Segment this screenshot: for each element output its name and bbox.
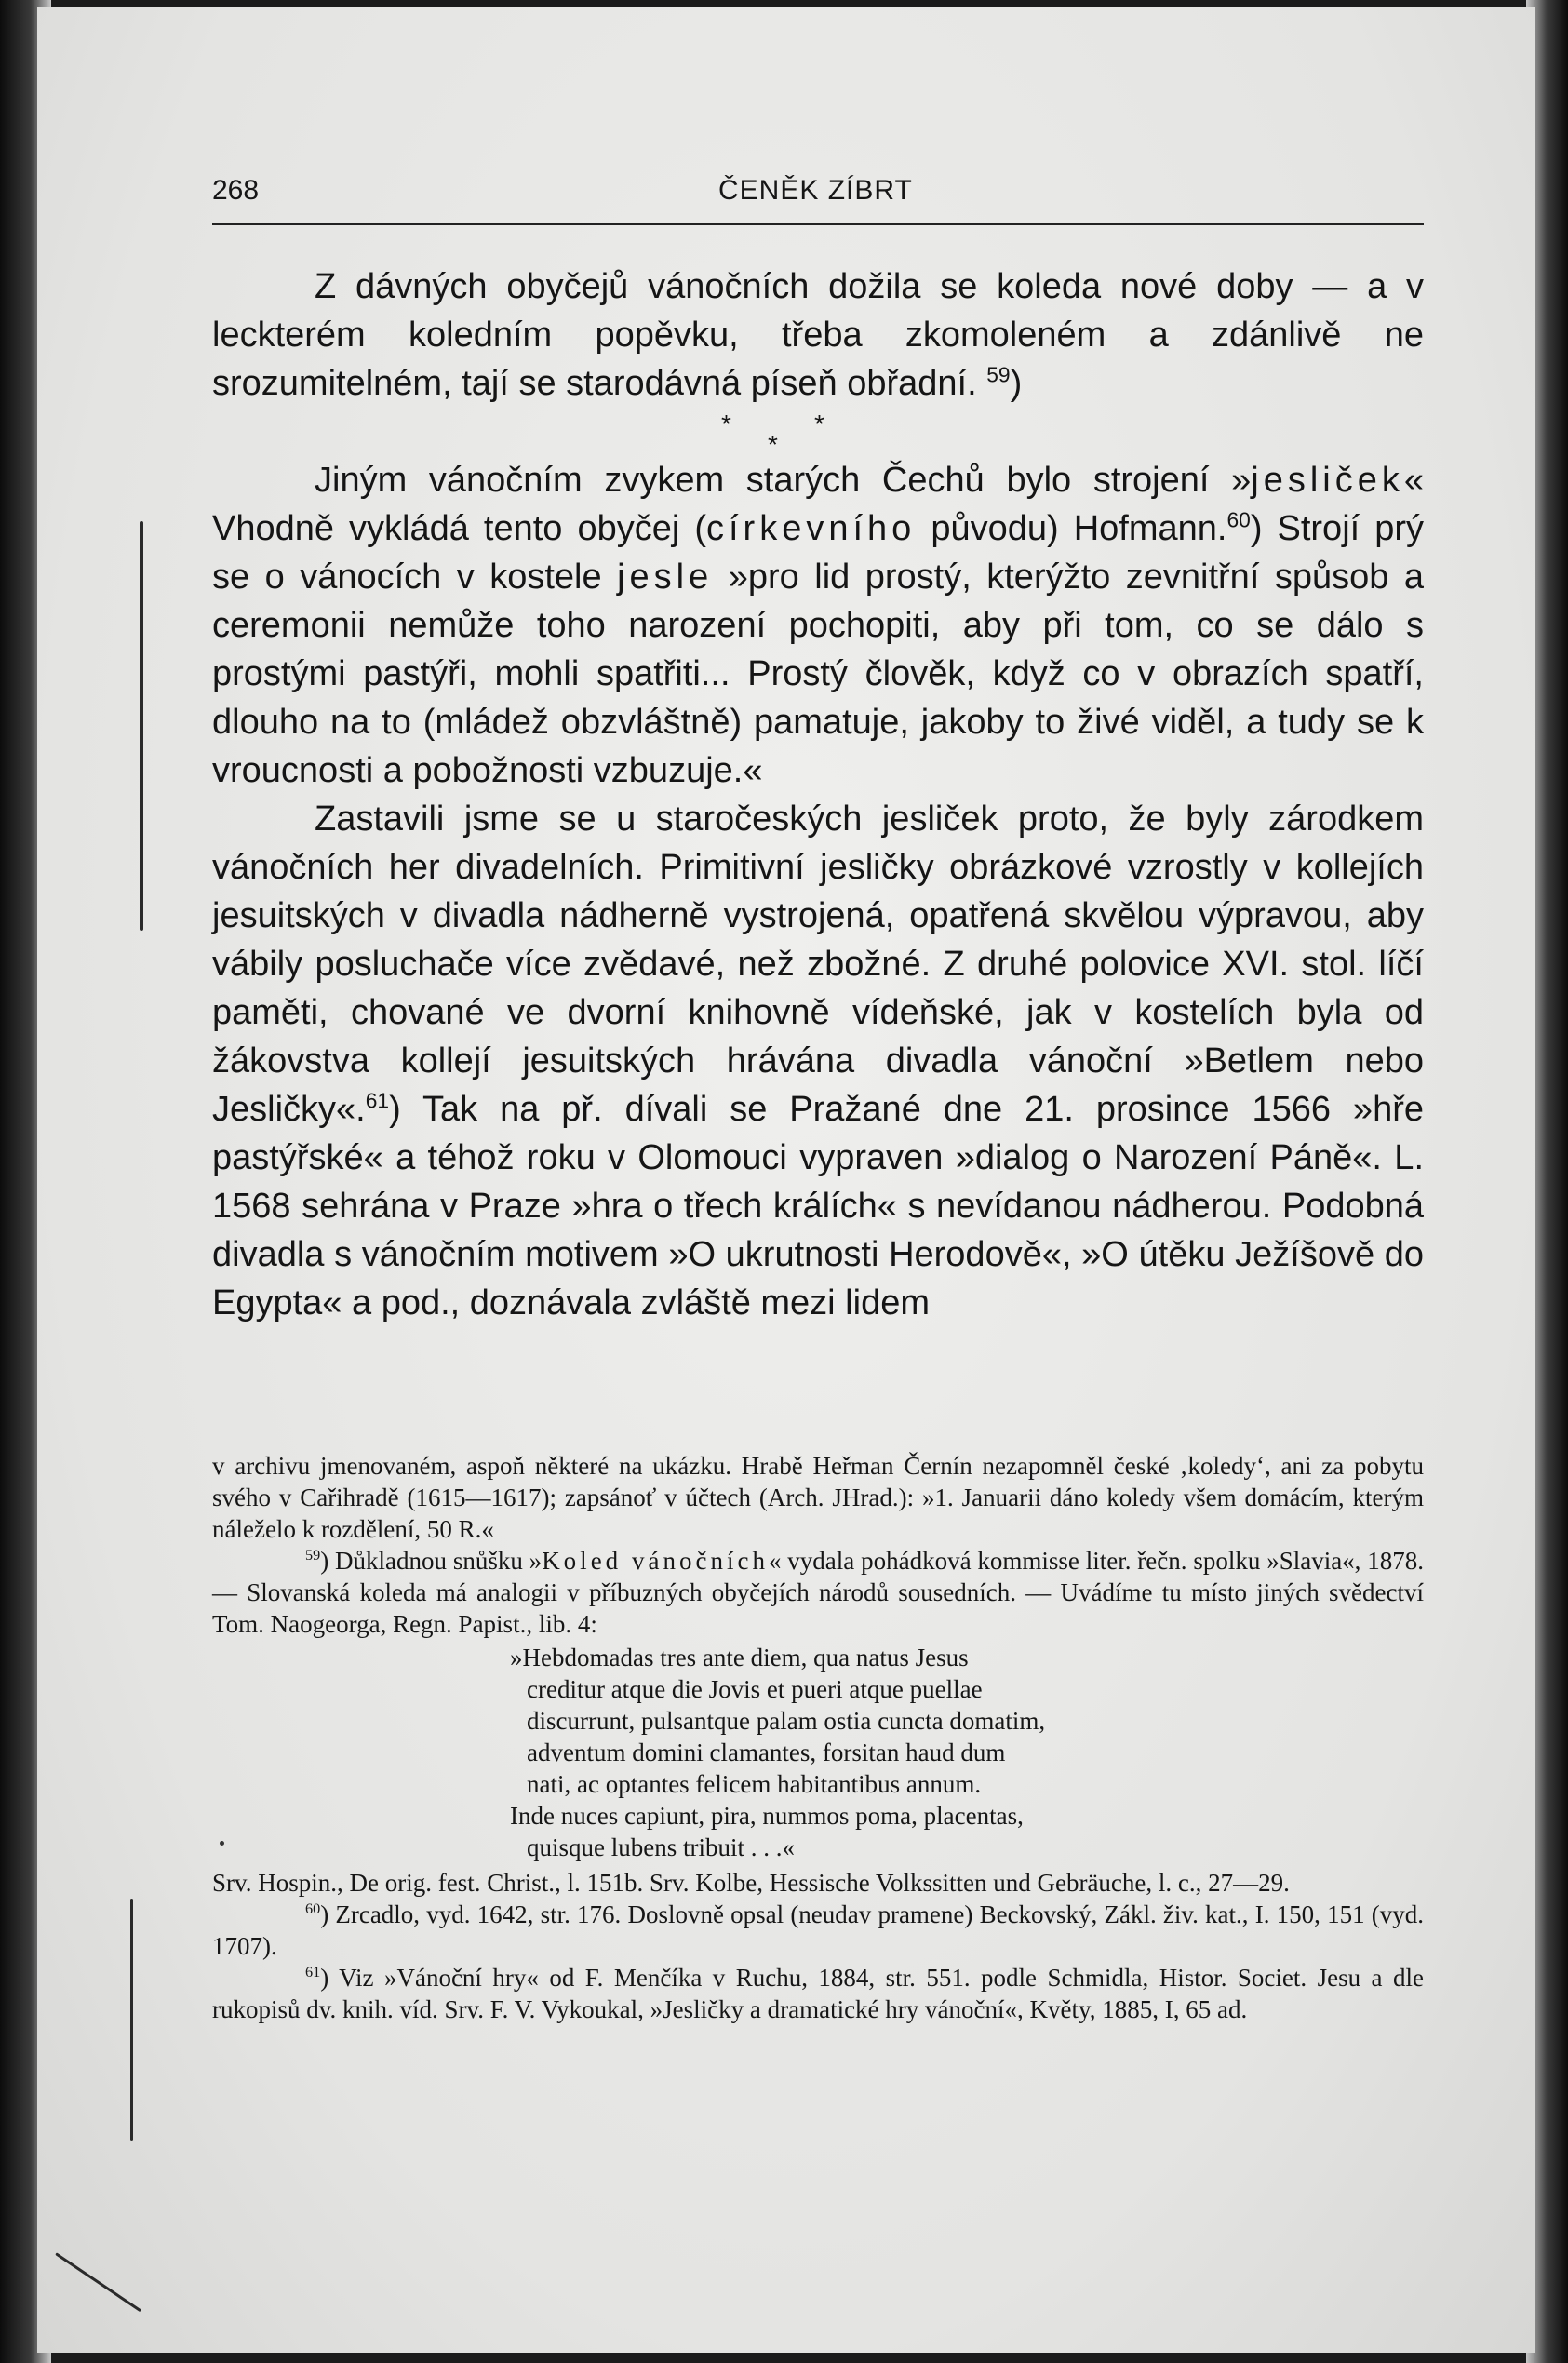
footnote-ref: 61	[365, 1088, 390, 1113]
footnote-60: $^{60}$) Zrcadlo, vyd. 1642, str. 176. Doslovně opsal (neudav pramene) Beckovský, Zákl. živ. kat., I. 150, 151 (vyd. 1707).	[212, 1900, 1424, 1960]
footnote-ref: 60	[1226, 507, 1251, 532]
footnote-text: Srv. Hospin., De orig. fest. Christ., l. 151b. Srv. Kolbe, Hessische Volkssitten und Gebräuche, l. c., 27—29.	[212, 1869, 1290, 1897]
footnote-59: $^{59}$) Důkladnou snůšku »Koled vánočních« vydala pohádková kommisse liter. řečn. spolku »Slavia«, 1878. — Slovanská koleda má analogii v příbuzných obyčejích národů sousedních. — Uvádíme tu místo jiných svědectví Tom. Naogeorga, Regn. Papist., lib. 4:	[212, 1547, 1425, 1638]
paragraph: Zastavili jsme se u staročeských jesliček proto, že byly zárodkem vánočních her divadelních. Primitivní jesličky obrázkové vzrostly v kollejích jesuitských v divadla nádherně vystrojená, opatřená skvělou výpravou, aby vábily posluchače více zvědavé, než zbožné. Z druhé polovice XVI. stol. líčí paměti, chované ve dvorní knihovně vídeňské, jak v kostelích byla od žákovstva kollejí jesuitských hrávána divadla vánoční »Betlem nebo Jesličky«.$^{61}$) Tak na př. dívali se Pražané dne 21. prosince 1566 »hře pastýřské« a téhož roku v Olomouci vypraven »dialog o Narození Páně«. L. 1568 sehrána v Praze »hra o třech králích« s nevídanou nádherou. Podobná divadla s vánočním motivem »O ukrutnosti Herodově«, »O útěku Ježíšově do Egypta« a pod., doznávala zvláště mezi lidem	[212, 799, 1424, 1322]
quote-line: discurrunt, pulsantque palam ostia cuncta domatim,	[527, 1707, 1046, 1735]
margin-mark	[130, 1899, 133, 2141]
latin-quote	[510, 1642, 1424, 1863]
running-header	[212, 175, 1424, 222]
footnote-61: $^{61}$) Viz »Vánoční hry« od F. Menčíka v Ruchu, 1884, str. 551. podle Schmidla, Histor. Societ. Jesu a dle rukopisů dv. knih. víd. Srv. F. V. Vykoukal, »Jesličky a dramatické hry vánoční«, Květy, 1885, I, 65 ad.	[212, 1964, 1424, 2023]
header-rule	[212, 223, 1424, 225]
main-text	[212, 262, 1424, 1327]
quote-line: quisque lubens tribuit . . .«	[527, 1833, 795, 1861]
quote-line: adventum domini clamantes, forsitan haud dum	[527, 1739, 1006, 1766]
quote-line: creditur atque die Jovis et pueri atque puellae	[527, 1675, 983, 1703]
margin-mark	[140, 521, 143, 931]
paragraph: Jiným vánočním zvykem starých Čechů bylo strojení »jesliček« Vhodně vykládá tento obyčej (církevního původu) Hofmann.$^{60}$) Strojí prý se o vánocích v kostele jesle »pro lid prostý, kterýžto zevnitřní spůsob a ceremonii nemůže toho narození pochopiti, aby při tom, co se dálo s prostými pastýři, mohli spatřiti... Prostý člověk, když co v obrazích spatří, dlouho na to (mládež obzvláštně) pamatuje, jakoby to živé viděl, a tudy se k vroucnosti a pobožnosti vzbuzuje.«	[212, 461, 1425, 790]
footnote-ref: 59	[986, 362, 1011, 387]
paragraph: Z dávných obyčejů vánočních dožila se koleda nové doby — a v leckterém koledním popěvku, třeba zkomoleném a zdánlivě ne srozumitelném, tají se starodávná píseň obřadní. $^{59}$)	[212, 267, 1424, 403]
running-title: ČENĚK ZÍBRT	[718, 175, 913, 206]
page-number: 268	[212, 175, 260, 206]
star-right: *	[814, 409, 824, 438]
star-center: *	[768, 430, 778, 459]
star-left: *	[721, 409, 731, 438]
divider-space	[212, 408, 1424, 456]
footnotes	[212, 1450, 1424, 2025]
footnote-continuation: v archivu jmenovaném, aspoň některé na ukázku. Hrabě Heřman Černín nezapomněl české ‚koledy‘, ani za pobytu svého v Cařihradě (1615—1617); zapsánoť v účtech (Arch. JHrad.): »1. Januarii dáno koledy všem domácím, kterým náleželo k rozdělení, 50 R.«	[212, 1452, 1424, 1543]
quote-line: nati, ac optantes felicem habitantibus annum.	[527, 1770, 982, 1798]
quote-line: Inde nuces capiunt, pira, nummos poma, placentas,	[510, 1802, 1024, 1830]
quote-line: »Hebdomadas tres ante diem, qua natus Jesus	[510, 1644, 969, 1672]
